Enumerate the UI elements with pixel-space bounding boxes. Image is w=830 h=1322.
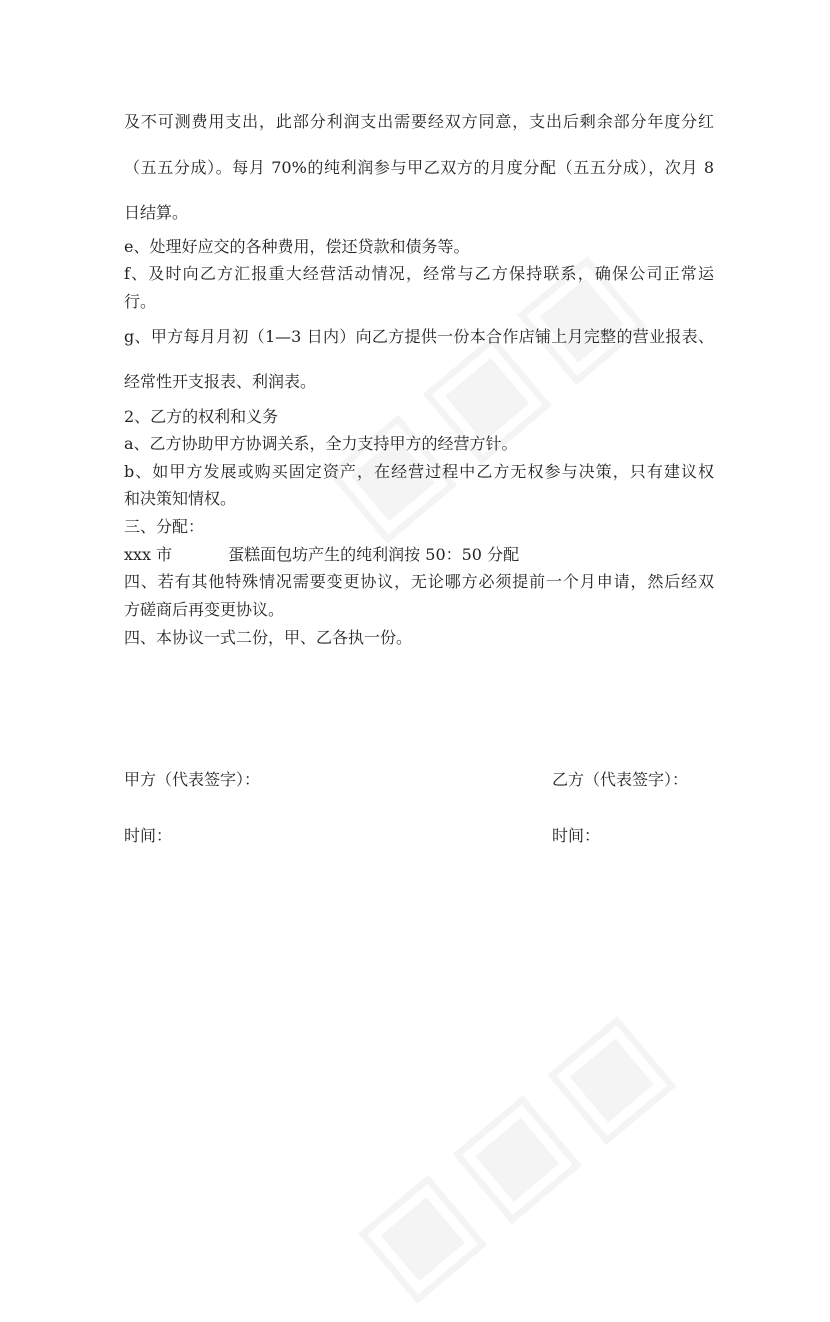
distribution-city: xxx 市: [124, 545, 173, 564]
paragraph-line: 及不可测费用支出，此部分利润支出需要经双方同意，支出后剩余部分年度分红: [124, 112, 714, 131]
item-e: e、处理好应交的各种费用，偿还贷款和债务等。: [124, 237, 470, 256]
paragraph-line: （五五分成）。每月 70%的纯利润参与甲乙双方的月度分配（五五分成），次月 8: [124, 158, 714, 177]
item-b-line1: b、如甲方发展或购买固定资产，在经营过程中乙方无权参与决策，只有建议权: [124, 462, 714, 481]
section-3-heading: 三、分配：: [124, 517, 205, 536]
watermark-graphic: [329, 977, 702, 1321]
item-g-line1: g、甲方每月月初（1—3 日内）向乙方提供一份本合作店铺上月完整的营业报表、: [124, 327, 714, 346]
item-a: a、乙方协助甲方协调关系，全力支持甲方的经营方针。: [124, 434, 518, 453]
party-a-signature-label: 甲方（代表签字）：: [124, 770, 261, 789]
section-5: 四、本协议一式二份，甲、乙各执一份。: [124, 628, 413, 647]
item-f-line2: 行。: [124, 292, 157, 311]
item-g-line2: 经常性开支报表、利润表。: [124, 372, 317, 391]
party-b-signature-label: 乙方（代表签字）：: [552, 770, 689, 789]
party-b-time-label: 时间：: [552, 826, 601, 845]
section-4-line2: 方磋商后再变更协议。: [124, 600, 285, 619]
section-2-heading: 2、乙方的权利和义务: [124, 407, 279, 426]
party-a-time-label: 时间：: [124, 826, 173, 845]
distribution-text: 蛋糕面包坊产生的纯利润按 50：50 分配: [228, 545, 520, 564]
item-f-line1: f、及时向乙方汇报重大经营活动情况，经常与乙方保持联系，确保公司正常运: [124, 264, 714, 283]
item-b-line2: 和决策知情权。: [124, 489, 237, 508]
distribution-line: [124, 545, 714, 565]
section-4-line1: 四、若有其他特殊情况需要变更协议，无论哪方必须提前一个月申请，然后经双: [124, 572, 714, 591]
paragraph-line: 日结算。: [124, 203, 189, 222]
